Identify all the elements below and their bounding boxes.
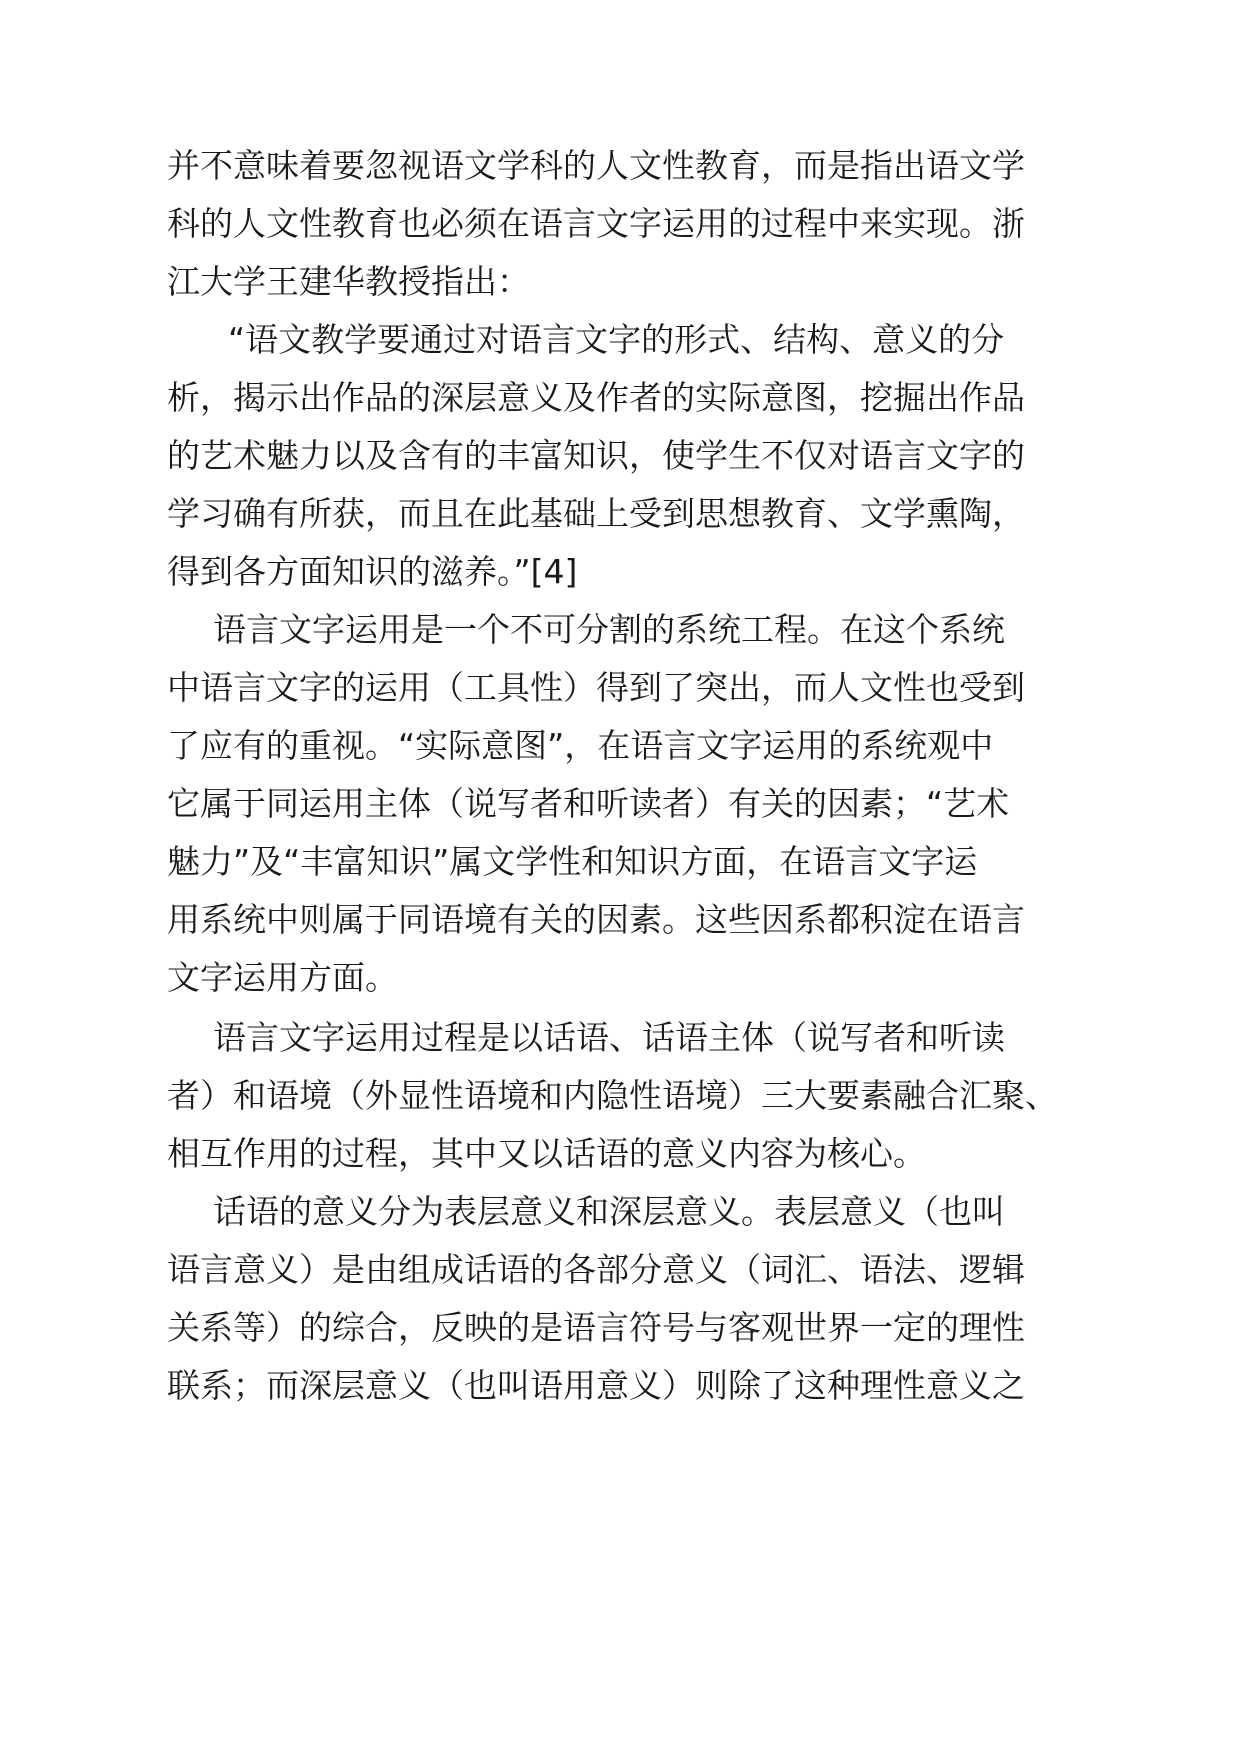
text-line: 语言文字运用过程是以话语、话语主体（说写者和听读	[213, 1018, 1005, 1057]
text-line: 语言文字运用是一个不可分割的系统工程。在这个系统	[213, 610, 1005, 649]
text-line: 得到各方面知识的滋养。”[4]	[167, 552, 578, 591]
text-line: 者）和语境（外显性语境和内隐性语境）三大要素融合汇聚、	[167, 1076, 1058, 1115]
text-line: “语文教学要通过对语言文字的形式、结构、意义的分	[228, 320, 1005, 359]
text-line: 相互作用的过程，其中又以话语的意义内容为核心。	[167, 1134, 926, 1173]
text-line: 析，揭示出作品的深层意义及作者的实际意图，挖掘出作品	[167, 378, 1025, 417]
text-line: 科的人文性教育也必须在语言文字运用的过程中来实现。浙	[167, 204, 1025, 243]
text-line: 文字运用方面。	[167, 958, 398, 997]
text-line: 语言意义）是由组成话语的各部分意义（词汇、语法、逻辑	[167, 1250, 1025, 1289]
text-line: 关系等）的综合，反映的是语言符号与客观世界一定的理性	[167, 1308, 1025, 1347]
text-line: 了应有的重视。“实际意图”，在语言文字运用的系统观中	[167, 726, 994, 765]
text-line: 的艺术魅力以及含有的丰富知识，使学生不仅对语言文字的	[167, 436, 1025, 475]
text-line: 它属于同运用主体（说写者和听读者）有关的因素；“艺术	[167, 784, 1010, 823]
text-line: 用系统中则属于同语境有关的因素。这些因系都积淀在语言	[167, 900, 1025, 939]
text-line: 话语的意义分为表层意义和深层意义。表层意义（也叫	[213, 1192, 1005, 1231]
text-line: 魅力”及“丰富知识”属文学性和知识方面，在语言文字运	[167, 842, 978, 881]
text-line: 学习确有所获，而且在此基础上受到思想教育、文学熏陶，	[167, 494, 1025, 533]
text-line: 江大学王建华教授指出：	[167, 262, 530, 301]
text-line: 中语言文字的运用（工具性）得到了突出，而人文性也受到	[167, 668, 1025, 707]
text-line: 联系；而深层意义（也叫语用意义）则除了这种理性意义之	[167, 1366, 1025, 1405]
text-line: 并不意味着要忽视语文学科的人文性教育，而是指出语文学	[167, 146, 1025, 185]
